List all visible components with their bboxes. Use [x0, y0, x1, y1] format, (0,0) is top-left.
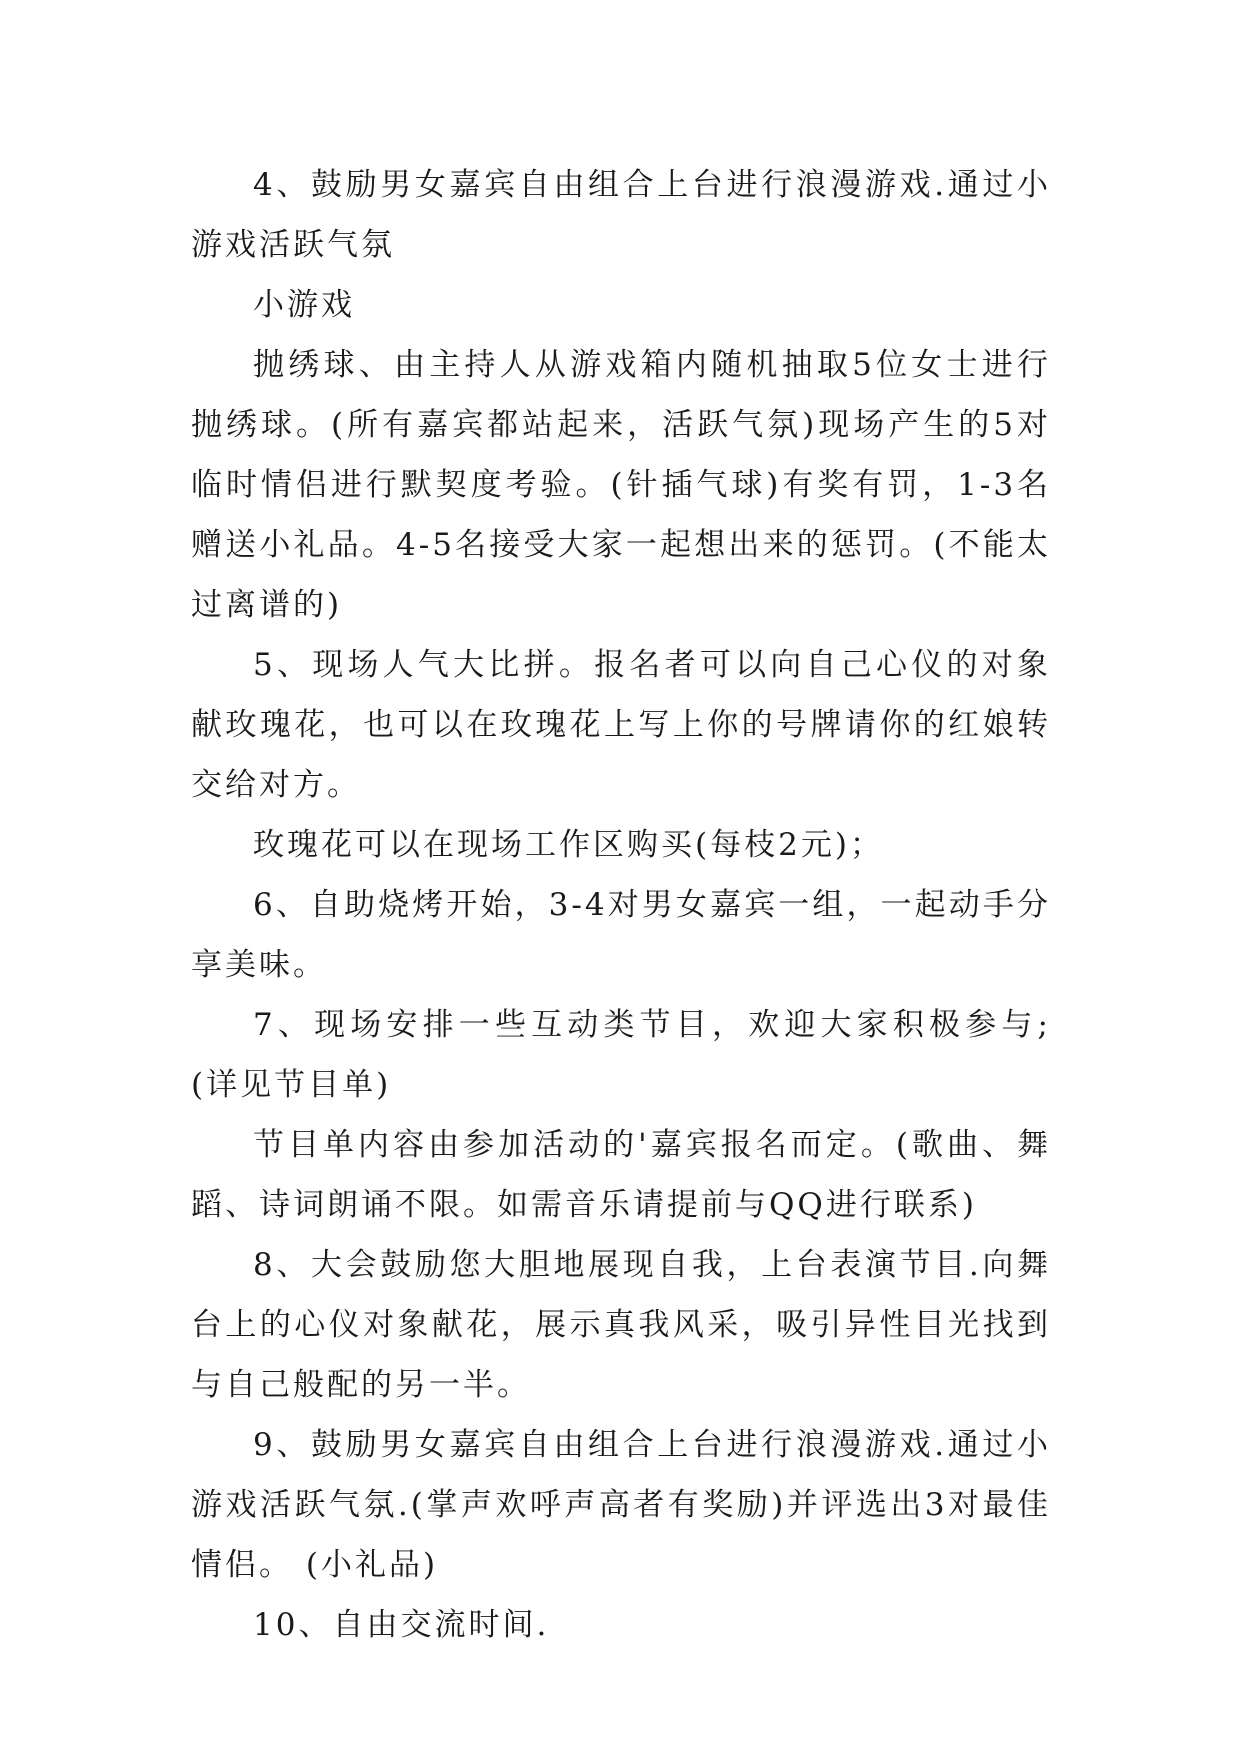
paragraph-program-list: 节目单内容由参加活动的'嘉宾报名而定。(歌曲、舞蹈、诗词朗诵不限。如需音乐请提前与QQ进行联系) [191, 1127, 1051, 1223]
paragraph-rose-purchase: 玫瑰花可以在现场工作区购买(每枝2元)； [253, 827, 884, 863]
paragraph-mini-games-heading: 小游戏 [253, 287, 355, 323]
paragraph-throw-ball-game: 抛绣球、由主持人从游戏箱内随机抽取5位女士进行抛绣球。(所有嘉宾都站起来，活跃气氛)现场产生的5对临时情侣进行默契度考验。(针插气球)有奖有罚，1-3名赠送小礼品。4-5名接受大家一起想出来的惩罚。(不能太过离谱的) [191, 347, 1051, 623]
paragraph-item-8: 8、大会鼓励您大胆地展现自我，上台表演节目.向舞台上的心仪对象献花，展示真我风采，吸引异性目光找到与自己般配的另一半。 [191, 1247, 1051, 1403]
paragraph-item-6: 6、自助烧烤开始，3-4对男女嘉宾一组，一起动手分享美味。 [191, 887, 1051, 983]
paragraph-item-10: 10、自由交流时间. [253, 1607, 550, 1643]
paragraph-item-5: 5、现场人气大比拼。报名者可以向自己心仪的对象献玫瑰花，也可以在玫瑰花上写上你的号牌请你的红娘转交给对方。 [191, 647, 1051, 803]
paragraph-item-7: 7、现场安排一些互动类节目，欢迎大家积极参与;(详见节目单) [191, 1007, 1051, 1103]
paragraph-item-9: 9、鼓励男女嘉宾自由组合上台进行浪漫游戏.通过小游戏活跃气氛.(掌声欢呼声高者有奖励)并评选出3对最佳情侣。 (小礼品) [191, 1427, 1051, 1583]
paragraph-item-4: 4、鼓励男女嘉宾自由组合上台进行浪漫游戏.通过小游戏活跃气氛 [191, 167, 1051, 263]
document-body [191, 155, 1051, 1655]
